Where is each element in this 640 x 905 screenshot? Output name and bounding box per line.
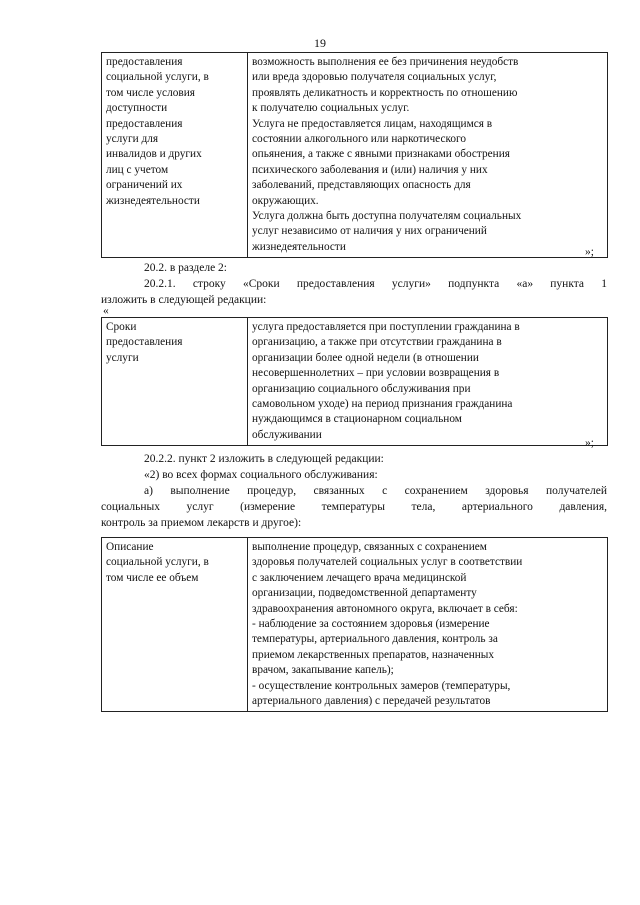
page-number: 19 — [314, 36, 326, 50]
table-cell-label — [102, 318, 248, 446]
line: услуги — [106, 351, 139, 364]
line: предоставления — [106, 56, 183, 68]
table-cell-content — [248, 538, 608, 712]
line: предоставления — [106, 117, 183, 130]
paragraph-item-a-cont: социальных услуг (измерение температуры тела, артериального давления, — [101, 501, 607, 513]
line: лиц с учетом — [106, 163, 169, 176]
line: Сроки — [106, 321, 137, 333]
line: артериального давления) с передачей результатов — [252, 695, 491, 708]
line: возможность выполнения ее без причинения неудобств — [252, 56, 519, 68]
line: организацию социального обслуживания при — [252, 382, 471, 395]
opening-quote-mark: « — [103, 305, 109, 317]
line: с заключением лечащего врача медицинской — [252, 571, 467, 584]
line: доступности — [106, 102, 168, 115]
line: самовольном уходе) на период признания гражданина — [252, 398, 513, 411]
line: состоянии алкогольного или наркотического — [252, 133, 467, 146]
paragraph-20-2-2: 20.2.2. пункт 2 изложить в следующей редакции: — [144, 453, 384, 465]
line: заболеваний, представляющих опасность для — [252, 179, 471, 192]
table-row — [102, 53, 608, 258]
line: или вреда здоровью получателя социальных услуг, — [252, 71, 497, 84]
line: ограничений их — [106, 179, 183, 192]
line: температуры, артериального давления, контроль за — [252, 633, 498, 646]
line: нуждающимся в стационарном социальном — [252, 413, 462, 426]
line: социальной услуги, в — [106, 556, 209, 569]
line: здравоохранения автономного округа, включает в себя: — [252, 602, 518, 615]
line: выполнение процедур, связанных с сохранением — [252, 541, 487, 553]
paragraph-20-2-1-cont: изложить в следующей редакции: — [101, 294, 267, 306]
closing-quote-mark: »; — [585, 437, 594, 449]
line: здоровья получателей социальных услуг в соответствии — [252, 556, 523, 569]
line: опьянения, а также с явными признаками обострения — [252, 148, 510, 161]
line: окружающих. — [252, 194, 319, 207]
paragraph-20-2: 20.2. в разделе 2: — [144, 262, 227, 274]
table-row — [102, 538, 608, 712]
line: социальной услуги, в — [106, 71, 209, 84]
line: жизнедеятельности — [252, 240, 346, 253]
line: - осуществление контрольных замеров (температуры, — [252, 679, 511, 692]
table-row — [102, 318, 608, 446]
table-accessibility-conditions — [101, 52, 608, 258]
line: том числе условия — [106, 86, 195, 99]
line: предоставления — [106, 336, 183, 349]
line: обслуживании — [252, 428, 322, 441]
line: к получателю социальных услуг. — [252, 102, 410, 115]
line: организации более одной недели (в отношении — [252, 351, 479, 364]
line: организацию, а также при отсутствии гражданина в — [252, 336, 502, 349]
line: том числе ее объем — [106, 571, 199, 584]
line: услуга предоставляется при поступлении гражданина в — [252, 321, 520, 333]
table-service-description — [101, 537, 608, 712]
line: Описание — [106, 541, 154, 553]
table-cell-content — [248, 318, 608, 446]
line: организации, подведомственной департаменту — [252, 587, 477, 600]
table-cell-label — [102, 538, 248, 712]
line: несовершеннолетних – при условии возвращения в — [252, 367, 500, 380]
line: инвалидов и других — [106, 148, 202, 161]
line: услуг независимо от наличия у них ограничений — [252, 225, 487, 238]
table-cell-content — [248, 53, 608, 258]
line: жизнедеятельности — [106, 194, 200, 207]
line: Услуга должна быть доступна получателям социальных — [252, 210, 522, 223]
closing-quote-mark: »; — [585, 246, 594, 258]
line: врачом, закапывание капель); — [252, 664, 394, 677]
line: приемом лекарственных препаратов, назначенных — [252, 648, 495, 661]
paragraph-20-2-1: 20.2.1. строку «Сроки предоставления услуги» подпункта «а» пункта 1 — [144, 278, 607, 290]
line: - наблюдение за состоянием здоровья (измерение — [252, 618, 490, 631]
line: Услуга не предоставляется лицам, находящимся в — [252, 117, 493, 130]
paragraph-item-2: «2) во всех формах социального обслуживания: — [144, 469, 378, 481]
line: услуги для — [106, 133, 159, 146]
table-service-terms — [101, 317, 608, 446]
table-cell-label — [102, 53, 248, 258]
paragraph-item-a: а) выполнение процедур, связанных с сохранением здоровья получателей — [144, 485, 607, 497]
line: психического заболевания и (или) наличия у них — [252, 163, 488, 176]
line: проявлять деликатность и корректность по отношению — [252, 86, 518, 99]
paragraph-item-a-end: контроль за приемом лекарств и другое): — [101, 517, 302, 529]
